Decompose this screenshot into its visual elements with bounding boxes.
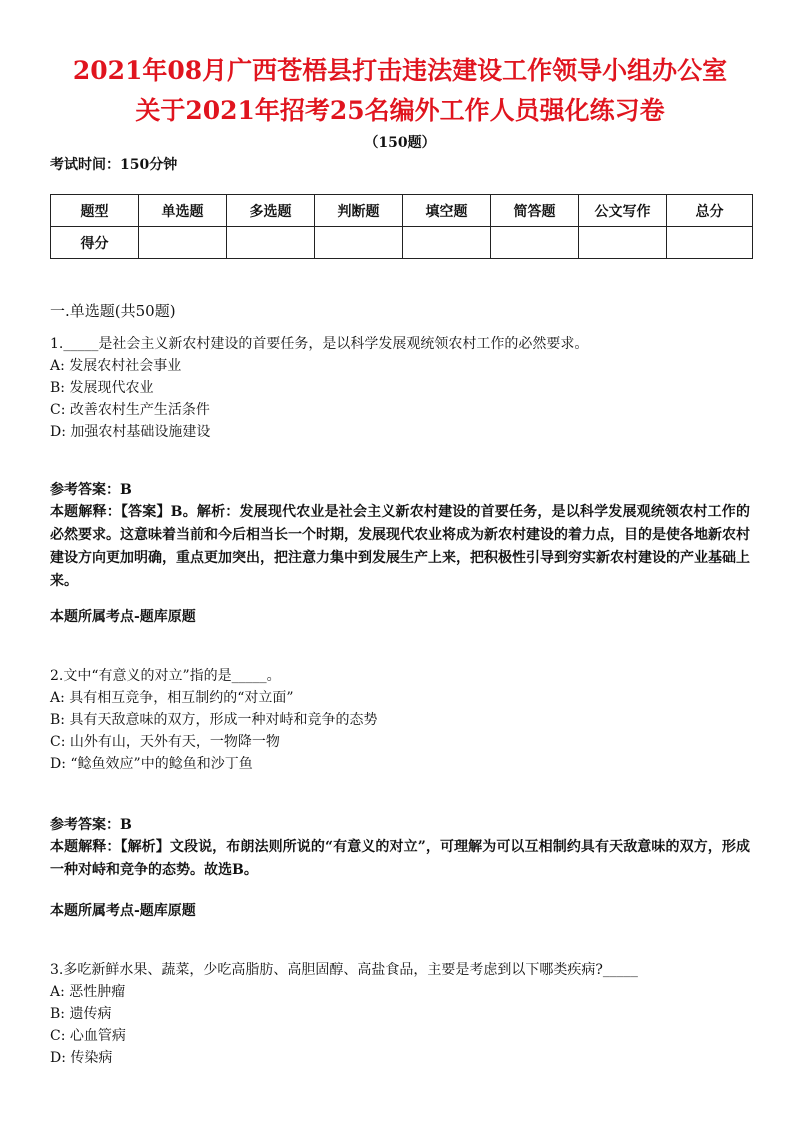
question-stem: 3.多吃新鲜水果、蔬菜，少吃高脂肪、高胆固醇、高盐食品，主要是考虑到以下哪类疾病?_____ <box>50 962 638 978</box>
question-source: 本题所属考点-题库原题 <box>50 609 196 625</box>
option-b: B: 发展现代农业 <box>50 380 154 396</box>
option-b: B: 具有天敌意味的双方，形成一种对峙和竞争的态势 <box>50 712 378 728</box>
reference-answer: 参考答案：B <box>50 482 132 498</box>
header-single-choice: 单选题 <box>139 195 227 227</box>
question-2 <box>50 665 750 775</box>
answer-explanation: 本题解释：【答案】B。解析：发展现代农业是社会主义新农村建设的首要任务，是以科学发展观统领农村工作的必然要求。这意味着当前和今后相当长一个时期，发展现代农业将成为新农村建设的着力点，目的是使各地新农村建设方向更加明确，重点更加突出，把注意力集中到发展生产上来，把积极性引导到穷实新农村建设的产业基础上来。 <box>50 504 750 589</box>
question-3 <box>50 959 750 1069</box>
score-table-score-row <box>51 227 753 259</box>
header-type: 题型 <box>51 195 139 227</box>
question-2-answer <box>50 814 750 882</box>
question-1-source <box>50 606 750 628</box>
score-table <box>50 194 753 259</box>
section-title: 一.单选题(共50题) <box>50 302 176 320</box>
question-stem: 1._____是社会主义新农村建设的首要任务，是以科学发展观统领农村工作的必然要求。 <box>50 336 589 352</box>
option-c: C: 改善农村生产生活条件 <box>50 402 210 418</box>
question-count: （150题） <box>364 135 436 151</box>
score-cell <box>491 227 579 259</box>
score-cell <box>139 227 227 259</box>
question-2-source <box>50 900 750 922</box>
question-stem: 2.文中“有意义的对立”指的是_____。 <box>50 668 281 684</box>
option-d: D: 传染病 <box>50 1050 113 1066</box>
option-c: C: 山外有山，天外有天，一物降一物 <box>50 734 280 750</box>
option-c: C: 心血管病 <box>50 1028 126 1044</box>
option-a: A: 恶性肿瘤 <box>50 984 126 1000</box>
score-cell <box>403 227 491 259</box>
header-true-false: 判断题 <box>315 195 403 227</box>
option-a: A: 具有相互竞争，相互制约的“对立面” <box>50 690 294 706</box>
header-multiple-choice: 多选题 <box>227 195 315 227</box>
option-d: D: 加强农村基础设施建设 <box>50 424 211 440</box>
question-1 <box>50 333 750 443</box>
answer-explanation: 本题解释：【解析】文段说，布朗法则所说的“有意义的对立”，可理解为可以互相制约具有天敌意味的双方，形成一种对峙和竞争的态势。故选B。 <box>50 839 750 878</box>
option-b: B: 遗传病 <box>50 1006 112 1022</box>
score-table-header-row <box>51 195 753 227</box>
score-cell <box>667 227 753 259</box>
score-row-label: 得分 <box>51 227 139 259</box>
question-source: 本题所属考点-题库原题 <box>50 903 196 919</box>
header-short-answer: 简答题 <box>491 195 579 227</box>
question-1-answer <box>50 479 750 593</box>
option-d: D: “鲶鱼效应”中的鲶鱼和沙丁鱼 <box>50 756 253 772</box>
header-fill-blank: 填空题 <box>403 195 491 227</box>
score-cell <box>315 227 403 259</box>
reference-answer: 参考答案：B <box>50 817 132 833</box>
header-official-writing: 公文写作 <box>579 195 667 227</box>
score-cell <box>579 227 667 259</box>
option-a: A: 发展农村社会事业 <box>50 358 182 374</box>
header-total: 总分 <box>667 195 753 227</box>
document-title-line-1: 2021年08月广西苍梧县打击违法建设工作领导小组办公室 <box>72 56 728 85</box>
exam-time: 考试时间：150分钟 <box>50 157 178 173</box>
score-cell <box>227 227 315 259</box>
document-title-line-2: 关于2021年招考25名编外工作人员强化练习卷 <box>135 96 665 125</box>
